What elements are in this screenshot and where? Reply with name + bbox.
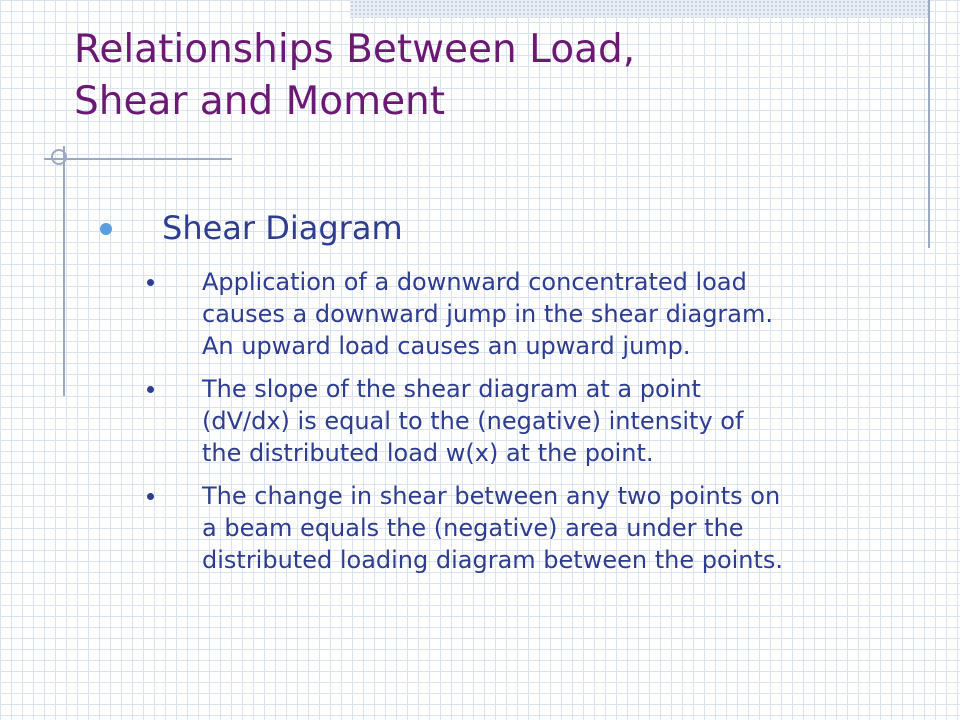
- slide-title-line-1: Relationships Between Load,: [74, 27, 636, 72]
- list-item-text: [202, 373, 902, 469]
- list-item-line: The change in shear between any two points on: [202, 482, 781, 510]
- list-item-line: (dV/dx) is equal to the (negative) intensity of: [202, 407, 744, 435]
- list-item-line: The slope of the shear diagram at a point: [202, 375, 701, 403]
- list-item-text: [202, 480, 902, 576]
- decorative-corner-band: [350, 0, 930, 18]
- bullet-dot-icon: [147, 493, 154, 500]
- decorative-vertical-rule-right: [928, 0, 930, 248]
- bullet-dot-icon: [147, 386, 154, 393]
- list-item-line: causes a downward jump in the shear diagram.: [202, 300, 774, 328]
- list-item: [142, 373, 902, 469]
- list-item-text: [202, 266, 902, 362]
- list-item-line: distributed loading diagram between the points.: [202, 546, 784, 574]
- list-item-line: the distributed load w(x) at the point.: [202, 439, 654, 467]
- list-item: [142, 480, 902, 576]
- slide-title-line-2: Shear and Moment: [74, 79, 446, 124]
- list-item: [142, 266, 902, 362]
- list-item-line: a beam equals the (negative) area under the: [202, 514, 744, 542]
- decorative-title-underline: [44, 158, 232, 160]
- decorative-ring-icon: [51, 149, 67, 165]
- sub-bullet-list: [142, 266, 902, 587]
- decorative-vertical-rule-left: [63, 146, 65, 396]
- bullet-dot-icon: [100, 223, 112, 235]
- topic-heading: Shear Diagram: [162, 209, 403, 247]
- bullet-dot-icon: [147, 279, 154, 286]
- slide-title: [74, 24, 894, 128]
- list-item-line: Application of a downward concentrated load: [202, 268, 747, 296]
- list-item-line: An upward load causes an upward jump.: [202, 332, 691, 360]
